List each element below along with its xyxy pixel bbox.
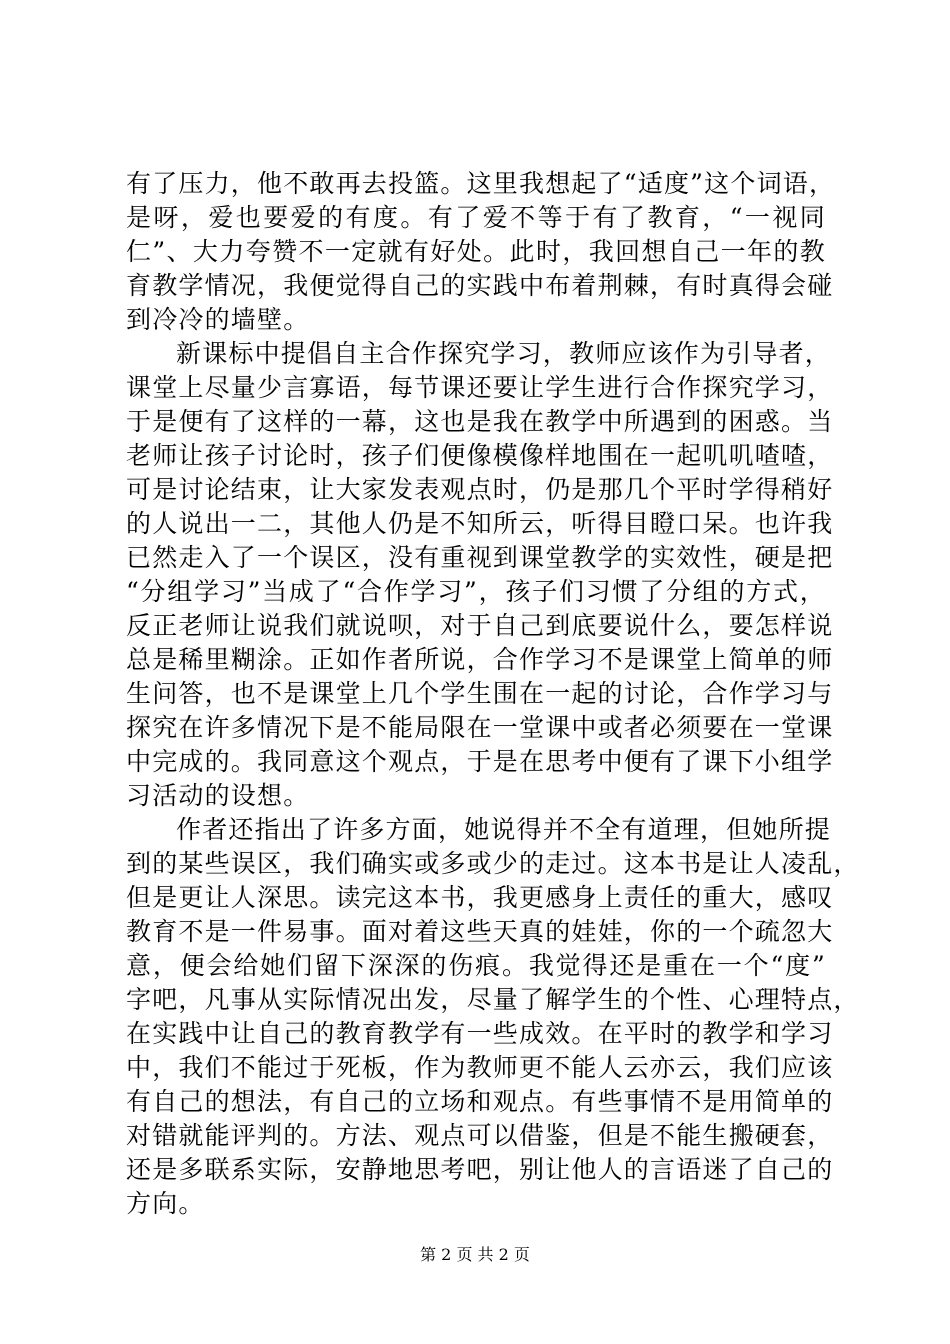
text-line: 对错就能评判的。方法、观点可以借鉴，但是不能生搬硬套， — [126, 1121, 834, 1150]
text-line: 是呀，爱也要爱的有度。有了爱不等于有了教育，“一视同 — [126, 203, 826, 232]
text-line: 习活动的设想。 — [126, 781, 310, 810]
document-body — [126, 167, 860, 1221]
text-line: 新课标中提倡自主合作探究学习，教师应该作为引导者， — [176, 339, 832, 368]
text-line: 中，我们不能过于死板，作为教师更不能人云亦云，我们应该 — [126, 1053, 834, 1082]
text-line: 有自己的想法，有自己的立场和观点。有些事情不是用简单的 — [126, 1087, 834, 1116]
text-line: 总是稀里糊涂。正如作者所说，合作学习不是课堂上简单的师 — [126, 645, 834, 674]
text-line: 的人说出一二，其他人仍是不知所云，听得目瞪口呆。也许我 — [126, 509, 834, 538]
text-line: 探究在许多情况下是不能局限在一堂课中或者必须要在一堂课 — [126, 713, 834, 742]
text-line: 教育不是一件易事。面对着这些天真的娃娃，你的一个疏忽大 — [126, 917, 834, 946]
text-line: 字吧，凡事从实际情况出发，尽量了解学生的个性、心理特点， — [126, 985, 860, 1014]
text-line: 生问答，也不是课堂上几个学生围在一起的讨论，合作学习与 — [126, 679, 834, 708]
text-line: 但是更让人深思。读完这本书，我更感身上责任的重大，感叹 — [126, 883, 834, 912]
text-line: 作者还指出了许多方面，她说得并不全有道理，但她所提 — [176, 815, 832, 844]
page-number-footer: 第 2 页 共 2 页 — [420, 1245, 530, 1264]
text-line: 到冷冷的墙壁。 — [126, 305, 310, 334]
paragraph — [126, 167, 836, 337]
text-line: 于是便有了这样的一幕，这也是我在教学中所遇到的困惑。当 — [126, 407, 834, 436]
paragraph — [126, 337, 834, 813]
text-line: 意，便会给她们留下深深的伤痕。我觉得还是重在一个“度” — [126, 951, 826, 980]
text-line: 中完成的。我同意这个观点，于是在思考中便有了课下小组学 — [126, 747, 834, 776]
text-line: 可是讨论结束，让大家发表观点时，仍是那几个平时学得稍好 — [126, 475, 834, 504]
text-line: 反正老师让说我们就说呗，对于自己到底要说什么，要怎样说 — [126, 611, 834, 640]
text-line: 有了压力，他不敢再去投篮。这里我想起了“适度”这个词语， — [126, 169, 836, 198]
text-line: 方向。 — [126, 1189, 205, 1218]
text-line: 已然走入了一个误区，没有重视到课堂教学的实效性，硬是把 — [126, 543, 834, 572]
text-line: 课堂上尽量少言寡语，每节课还要让学生进行合作探究学习， — [126, 373, 834, 402]
paragraph — [126, 813, 860, 1221]
text-line: 在实践中让自己的教育教学有一些成效。在平时的教学和学习 — [126, 1019, 834, 1048]
text-line: 老师让孩子讨论时，孩子们便像模像样地围在一起叽叽喳喳， — [126, 441, 834, 470]
text-line: 到的某些误区，我们确实或多或少的走过。这本书是让人凌乱， — [126, 849, 860, 878]
text-line: “分组学习”当成了“合作学习”，孩子们习惯了分组的方式， — [126, 577, 826, 606]
text-line: 仁”、大力夸赞不一定就有好处。此时，我回想自己一年的教 — [126, 237, 826, 266]
text-line: 还是多联系实际，安静地思考吧，别让他人的言语迷了自己的 — [126, 1155, 834, 1184]
text-line: 育教学情况，我便觉得自己的实践中布着荆棘，有时真得会碰 — [126, 271, 834, 300]
